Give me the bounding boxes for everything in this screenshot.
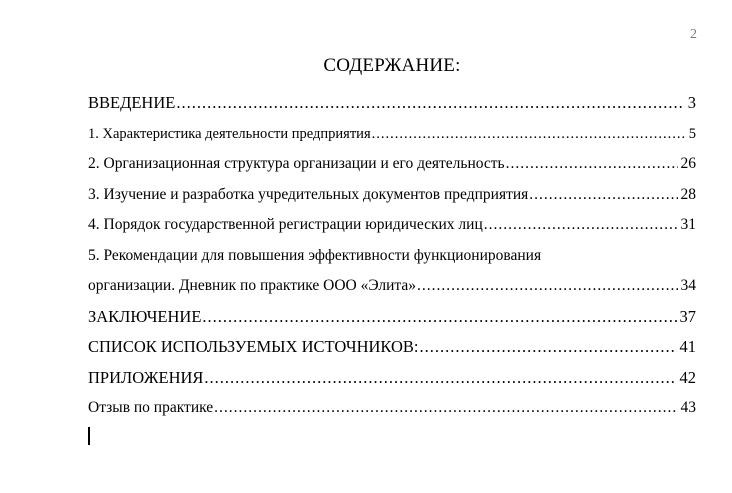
toc-entry-title: ПРИЛОЖЕНИЯ [88,367,204,387]
toc-entry-title: 5. Рекомендации для повышения эффективности функционирования [88,246,542,264]
toc-entry-appendices[interactable] [88,363,696,394]
toc-entry-title-continued: организации. Дневник по практике ООО «Элита» [88,277,417,294]
toc-entry-page: 42 [679,367,696,387]
toc-entry-review[interactable] [88,393,696,424]
toc-entry-page: 26 [680,155,696,172]
toc-entry-page: 37 [679,306,696,326]
toc-entry-page: 5 [688,125,696,142]
toc-dot-leader [529,180,677,211]
toc-entry-title: 2. Организационная структура организации и его деятельность [88,155,505,172]
toc-entry-conclusion[interactable] [88,302,696,333]
toc-entry-title: 4. Порядок государственной регистрации юридических лиц [88,216,483,233]
toc-entry-section-2[interactable] [88,149,696,180]
toc-entry-page: 41 [679,337,696,356]
toc-entry-introduction[interactable] [88,88,696,119]
toc-entry-section-5[interactable] [88,241,696,302]
toc-entry-title: 1. Характеристика деятельности предприятия [88,125,371,142]
toc-entry-section-3[interactable] [88,180,696,211]
toc-entry-title: 3. Изучение и разработка учредительных документов предприятия [88,185,529,203]
toc-entry-page: 31 [680,216,696,233]
toc-dot-leader [372,119,686,150]
page-number: 2 [690,27,697,42]
toc-entry-page: 28 [680,185,696,203]
toc-dot-leader [506,149,678,180]
toc-entry-section-4[interactable] [88,210,696,241]
toc-heading: СОДЕРЖАНИЕ: [323,55,461,76]
toc-dot-leader [202,302,676,333]
text-cursor [88,427,90,445]
toc-dot-leader [417,271,677,302]
toc-dot-leader [484,210,678,241]
toc-entry-title: Отзыв по практике [88,399,214,416]
toc-entry-line [88,271,696,302]
toc-dot-leader [176,88,684,119]
toc-entry-title: ЗАКЛЮЧЕНИЕ [88,306,202,326]
toc-entry-line [88,241,696,272]
toc-entry-page: 3 [687,93,696,112]
toc-dot-leader [214,393,677,424]
toc-dot-leader [420,332,677,363]
toc-entry-title: ВВЕДЕНИЕ [88,93,176,112]
table-of-contents [88,88,696,424]
toc-dot-leader [204,363,676,394]
toc-entry-title: СПИСОК ИСПОЛЬЗУЕМЫХ ИСТОЧНИКОВ: [88,337,419,356]
toc-entry-section-1[interactable] [88,119,696,150]
toc-entry-page: 43 [680,399,696,416]
toc-entry-page: 34 [680,277,696,294]
toc-entry-references[interactable] [88,332,696,363]
